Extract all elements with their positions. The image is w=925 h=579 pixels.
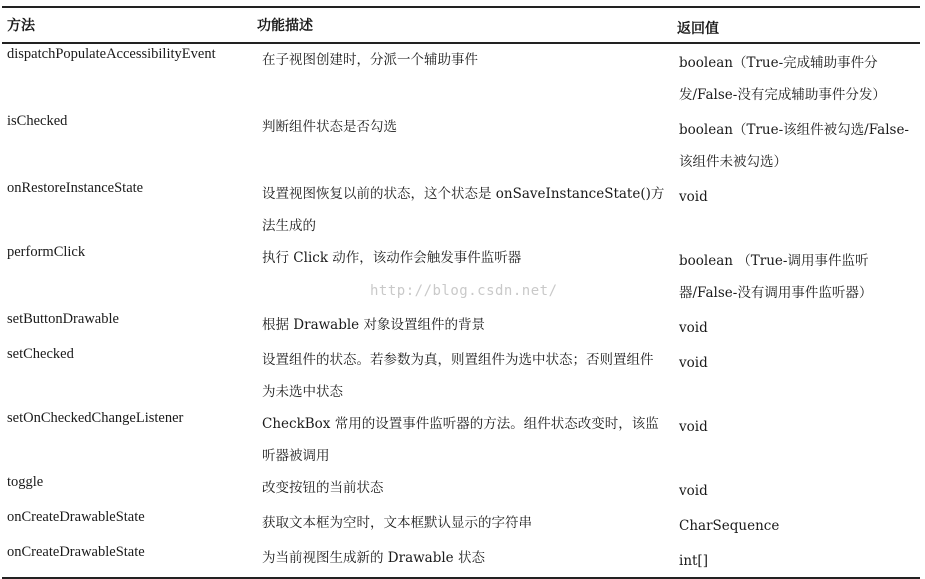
- table-row: [2, 242, 920, 309]
- table-row: [2, 43, 920, 111]
- method-cell: onCreateDrawableState: [7, 509, 145, 525]
- description-cell: 判断组件状态是否勾选: [262, 119, 397, 135]
- description-cell: CheckBox 常用的设置事件监听器的方法。组件状态改变时，该监听器被调用: [262, 416, 659, 464]
- method-cell: setButtonDrawable: [7, 311, 119, 327]
- header-method: 方法: [7, 18, 35, 34]
- table-row: [2, 507, 920, 542]
- method-cell: dispatchPopulateAccessibilityEvent: [7, 46, 216, 62]
- description-cell: 设置视图恢复以前的状态，这个状态是 onSaveInstanceState()方法生成的: [262, 186, 665, 234]
- description-cell: 改变按钮的当前状态: [262, 480, 384, 496]
- description-cell: 为当前视图生成新的 Drawable 状态: [262, 550, 485, 566]
- return-value-cell: boolean （True-调用事件监听器/False-没有调用事件监听器）: [679, 253, 873, 301]
- table-row: [2, 344, 920, 408]
- table-row: [2, 178, 920, 242]
- method-cell: onCreateDrawableState: [7, 544, 145, 560]
- return-value-cell: int[]: [679, 553, 708, 569]
- method-cell: performClick: [7, 244, 86, 260]
- description-cell: 根据 Drawable 对象设置组件的背景: [262, 317, 485, 333]
- api-methods-table: [2, 6, 920, 579]
- return-value-cell: void: [679, 483, 708, 499]
- table-row: [2, 309, 920, 344]
- return-value-cell: void: [679, 355, 708, 371]
- return-value-cell: void: [679, 419, 708, 435]
- return-value-cell: boolean（True-完成辅助事件分发/False-没有完成辅助事件分发）: [679, 55, 886, 103]
- table-row: [2, 111, 920, 178]
- header-row: [2, 7, 920, 43]
- return-value-cell: void: [679, 189, 708, 205]
- method-cell: setChecked: [7, 346, 74, 362]
- method-cell: onRestoreInstanceState: [7, 180, 144, 196]
- description-cell: 在子视图创建时，分派一个辅助事件: [262, 52, 478, 68]
- method-cell: toggle: [7, 474, 44, 490]
- description-cell: 设置组件的状态。若参数为真，则置组件为选中状态；否则置组件为未选中状态: [262, 352, 654, 400]
- table-row: [2, 542, 920, 578]
- table-row: [2, 408, 920, 472]
- return-value-cell: void: [679, 320, 708, 336]
- return-value-cell: CharSequence: [679, 518, 780, 534]
- header-description: 功能描述: [257, 18, 313, 34]
- description-cell: 获取文本框为空时，文本框默认显示的字符串: [262, 515, 532, 531]
- description-cell: 执行 Click 动作，该动作会触发事件监听器: [262, 250, 522, 266]
- table-header: [2, 7, 920, 43]
- return-value-cell: boolean（True-该组件被勾选/False-该组件未被勾选）: [679, 122, 909, 170]
- header-return-value: 返回值: [677, 21, 719, 37]
- table-body: [2, 43, 920, 578]
- method-cell: isChecked: [7, 113, 68, 129]
- table-row: [2, 472, 920, 507]
- method-cell: setOnCheckedChangeListener: [7, 410, 184, 426]
- watermark-url: http://blog.csdn.net/: [370, 283, 558, 299]
